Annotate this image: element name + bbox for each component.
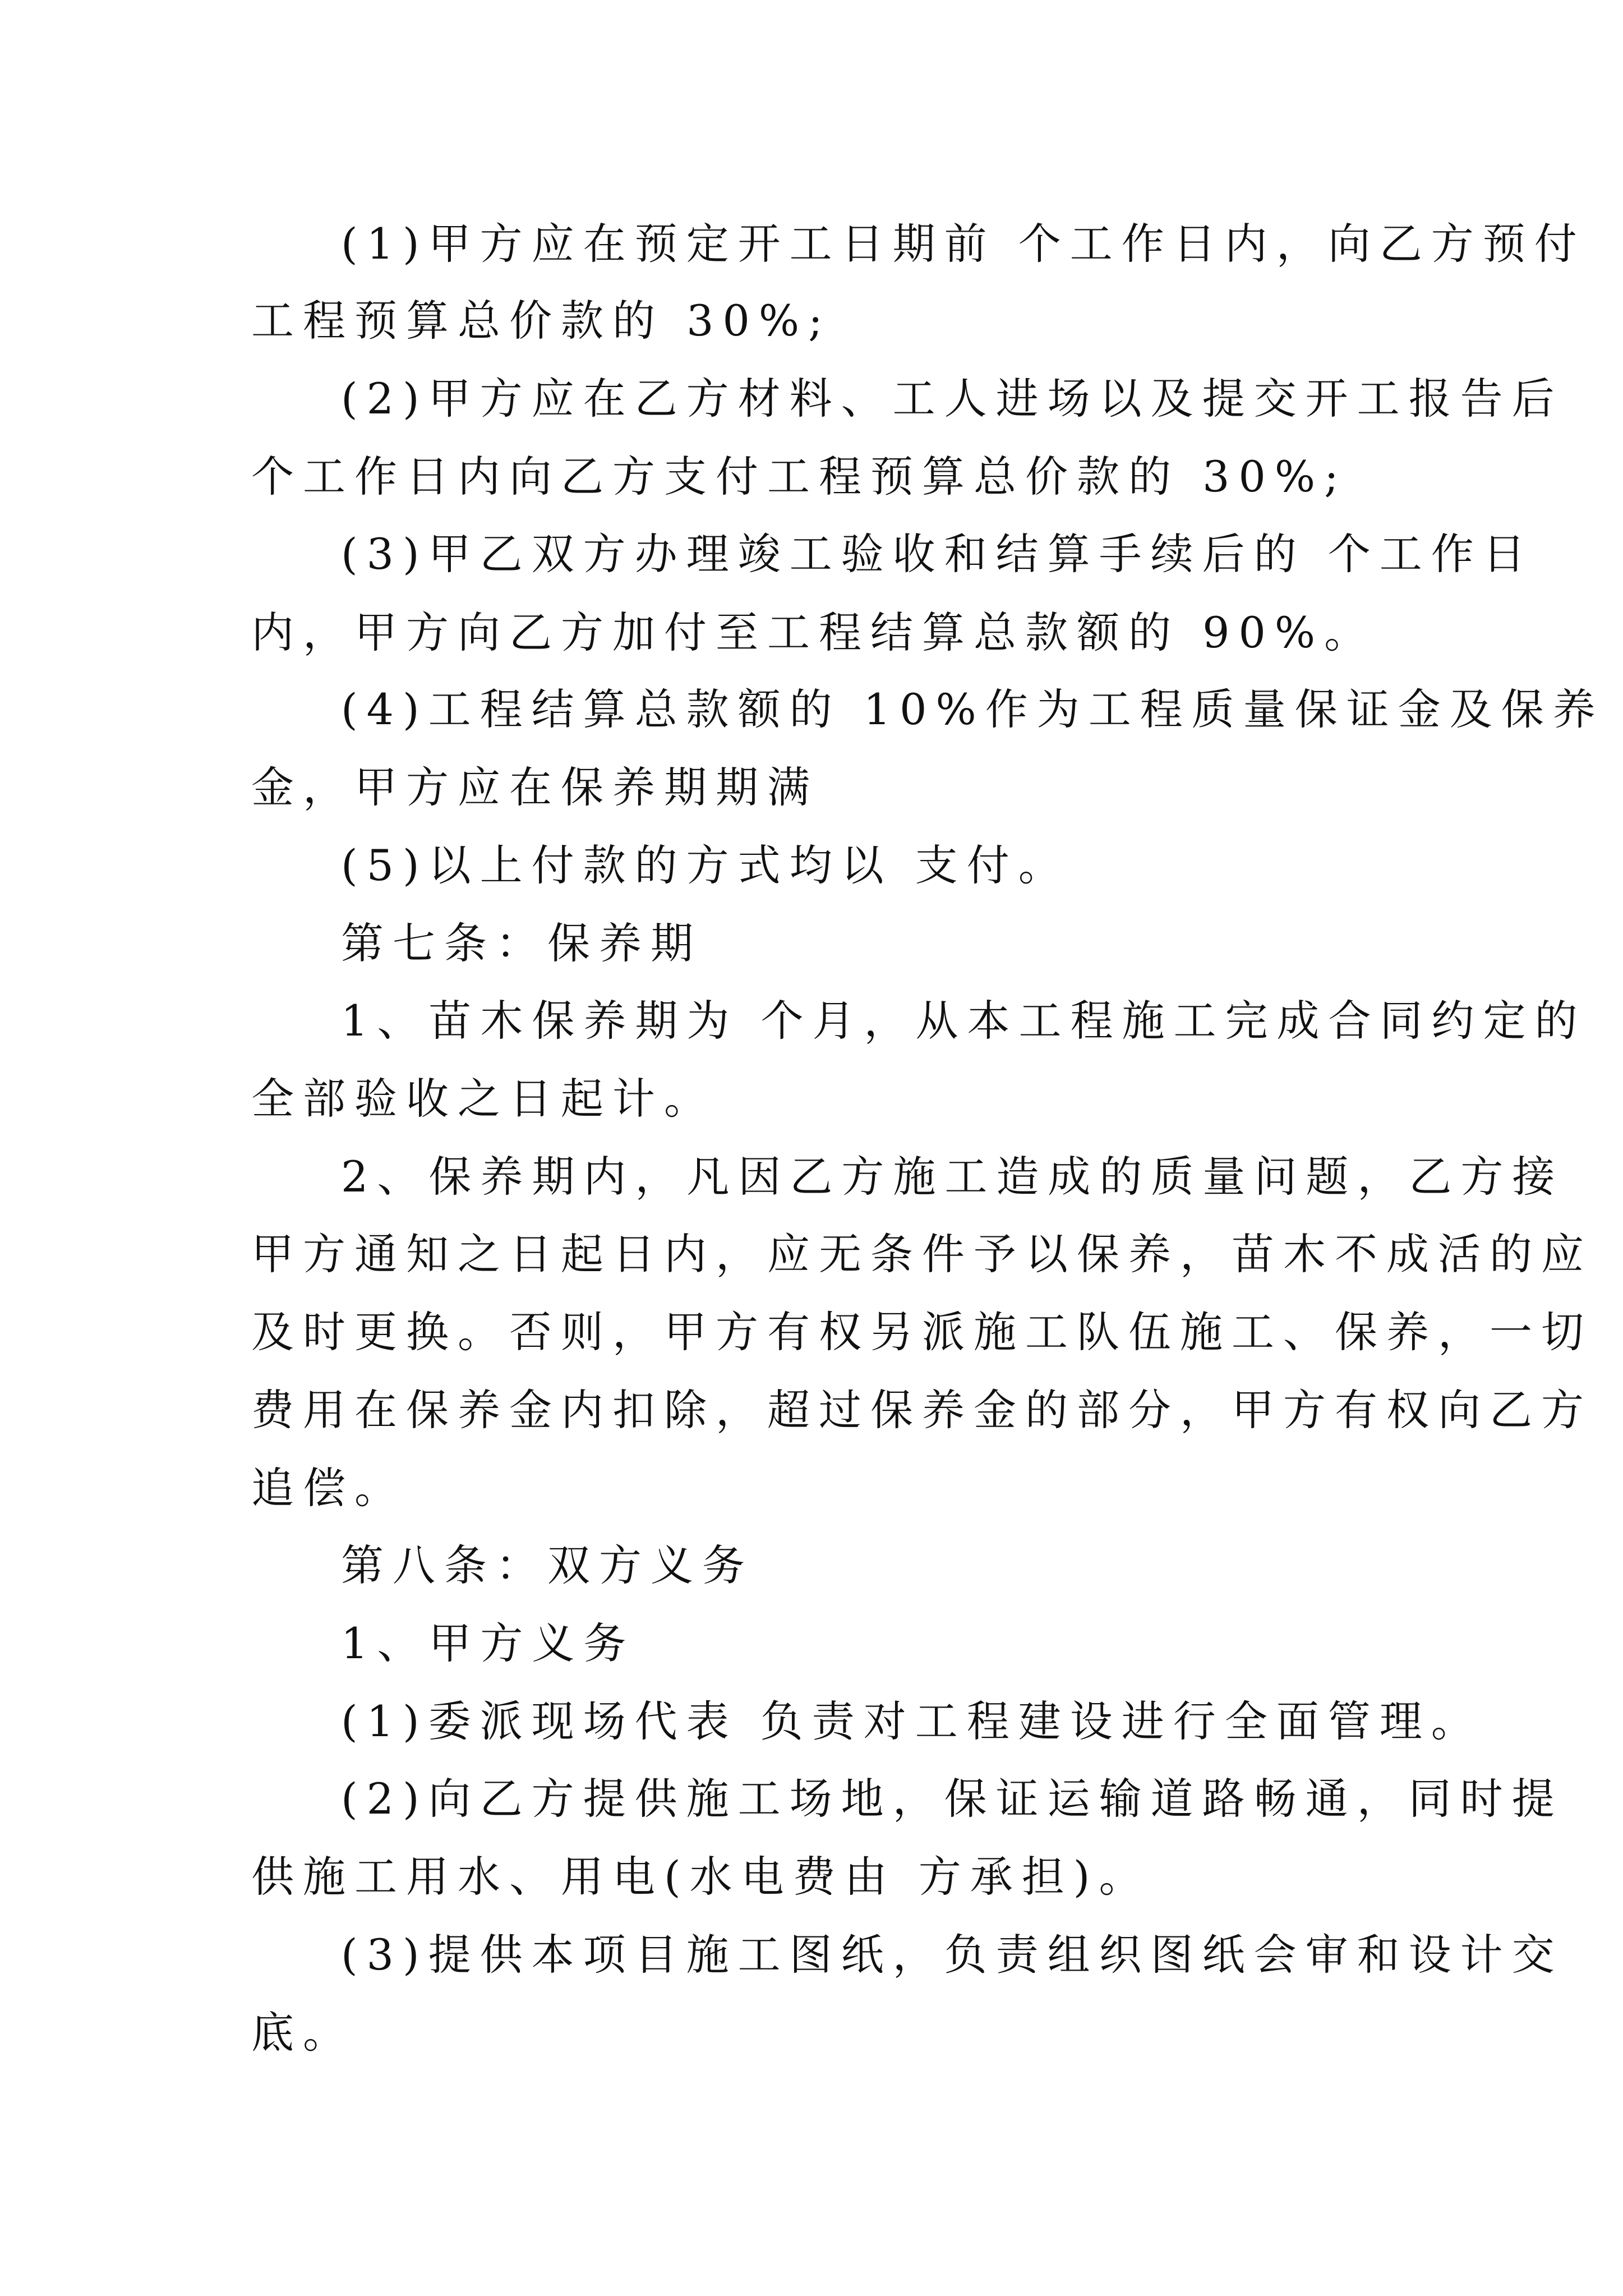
text-line: (1)甲方应在预定开工日期前 个工作日内，向乙方预付 xyxy=(341,219,1586,269)
section-heading: 第七条：保养期 xyxy=(341,918,702,968)
text-line: (5)以上付款的方式均以 支付。 xyxy=(341,840,1070,890)
text-line: 1、甲方义务 xyxy=(341,1618,635,1668)
text-line: 费用在保养金内扣除，超过保养金的部分，甲方有权向乙方 xyxy=(251,1385,1593,1435)
text-line: (2)甲方应在乙方材料、工人进场以及提交开工报告后 xyxy=(341,374,1564,424)
text-line: (3)提供本项目施工图纸，负责组织图纸会审和设计交 xyxy=(341,1930,1564,1980)
text-line: 供施工用水、用电(水电费由 方承担)。 xyxy=(251,1852,1151,1902)
text-line: 底。 xyxy=(251,2008,354,2058)
text-line: 2、保养期内，凡因乙方施工造成的质量问题，乙方接 xyxy=(341,1152,1564,1202)
text-line: (4)工程结算总款额的 10%作为工程质量保证金及保养 xyxy=(341,684,1604,734)
text-line: (2)向乙方提供施工场地，保证运输道路畅通，同时提 xyxy=(341,1774,1564,1824)
text-line: 全部验收之日起计。 xyxy=(251,1074,716,1124)
text-line: 1、苗木保养期为 个月，从本工程施工完成合同约定的 xyxy=(341,996,1587,1046)
text-line: (1)委派现场代表 负责对工程建设进行全面管理。 xyxy=(341,1696,1483,1746)
text-line: 甲方通知之日起日内，应无条件予以保养，苗木不成活的应 xyxy=(251,1229,1593,1279)
section-heading: 第八条：双方义务 xyxy=(341,1540,754,1590)
text-line: 工程预算总价款的 30%; xyxy=(251,296,832,346)
text-line: 金，甲方应在保养期期满 xyxy=(251,762,819,812)
text-line: 及时更换。否则，甲方有权另派施工队伍施工、保养，一切 xyxy=(251,1307,1593,1357)
text-line: 内，甲方向乙方加付至工程结算总款额的 90%。 xyxy=(251,608,1376,657)
text-line: 追偿。 xyxy=(251,1463,406,1513)
text-line: 个工作日内向乙方支付工程预算总价款的 30%; xyxy=(251,452,1348,501)
text-line: (3)甲乙双方办理竣工验收和结算手续后的 个工作日 xyxy=(341,529,1534,579)
